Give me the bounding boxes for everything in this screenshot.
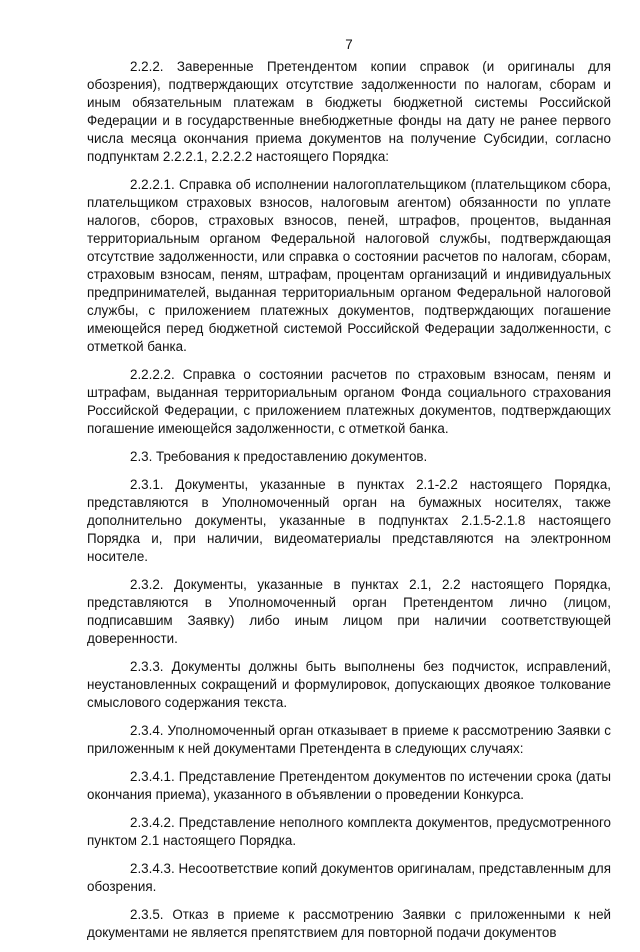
paragraph-2-3-4-2: 2.3.4.2. Представление неполного комплекта документов, предусмотренного пунктом 2.1 настоящего Порядка. — [87, 815, 611, 848]
paragraph-2-3: 2.3. Требования к предоставлению документов. — [130, 449, 428, 464]
paragraph-2-3-3: 2.3.3. Документы должны быть выполнены без подчисток, исправлений, неустановленных сокращений и формулировок, допускающих двоякое толкование смыслового содержания текста. — [87, 659, 611, 710]
paragraph-2-3-4: 2.3.4. Уполномоченный орган отказывает в приеме к рассмотрению Заявки с приложенным к ней документами Претендента в следующих случаях: — [87, 723, 611, 756]
paragraph-2-3-4-1: 2.3.4.1. Представление Претендентом документов по истечении срока (даты окончания приема), указанного в объявлении о проведении Конкурса. — [87, 769, 611, 802]
document-page — [87, 36, 611, 952]
paragraph-2-3-1: 2.3.1. Документы, указанные в пунктах 2.1-2.2 настоящего Порядка, представляются в Уполномоченный орган на бумажных носителях, также дополнительно документы, указанные в подпунктах 2.1.5-2.1.8 настоящего Порядка и, при наличии, видеоматериалы представляются на электронном носителе. — [87, 477, 611, 564]
paragraph-2-3-5: 2.3.5. Отказ в приеме к рассмотрению Заявки с приложенными к ней документами не является препятствием для повторной подачи документов — [87, 907, 611, 940]
paragraph-2-3-2: 2.3.2. Документы, указанные в пунктах 2.1, 2.2 настоящего Порядка, представляются в Уполномоченный орган Претендентом лично (лицом, подписавшим Заявку) либо иным лицом при наличии соответствующей доверенности. — [87, 577, 611, 646]
page-number: 7 — [345, 37, 353, 52]
paragraph-2-2-2-1: 2.2.2.1. Справка об исполнении налогоплательщиком (плательщиком сбора, плательщиком страховых взносов, налоговым агентом) обязанности по уплате налогов, сборов, страховых взносов, пеней, штрафов, процентов, выданная территориальным органом Федеральной налоговой службы, подтверждающая отсутствие задолженности, или справка о состоянии расчетов по налогам, сборам, страховым взносам, пеням, штрафам, процентам организаций и индивидуальных предпринимателей, выданная территориальным органом Федеральной налоговой службы, с приложением платежных документов, подтверждающих погашение имеющейся перед бюджетной системой Российской Федерации задолженности, с отметкой банка. — [87, 177, 611, 354]
paragraph-2-2-2: 2.2.2. Заверенные Претендентом копии справок (и оригиналы для обозрения), подтверждающих отсутствие задолженности по налогам, сборам и иным обязательным платежам в бюджеты бюджетной системы Российской Федерации и в государственные внебюджетные фонды на дату не ранее первого числа месяца окончания приема документов на получение Субсидии, согласно подпунктам 2.2.2.1, 2.2.2.2 настоящего Порядка: — [87, 59, 611, 164]
paragraph-2-3-4-3: 2.3.4.3. Несоответствие копий документов оригиналам, представленным для обозрения. — [87, 861, 611, 894]
paragraph-2-2-2-2: 2.2.2.2. Справка о состоянии расчетов по страховым взносам, пеням и штрафам, выданная территориальным органом Фонда социального страхования Российской Федерации, с приложением платежных документов, подтверждающих погашение имеющейся задолженности, с отметкой банка. — [87, 367, 611, 436]
